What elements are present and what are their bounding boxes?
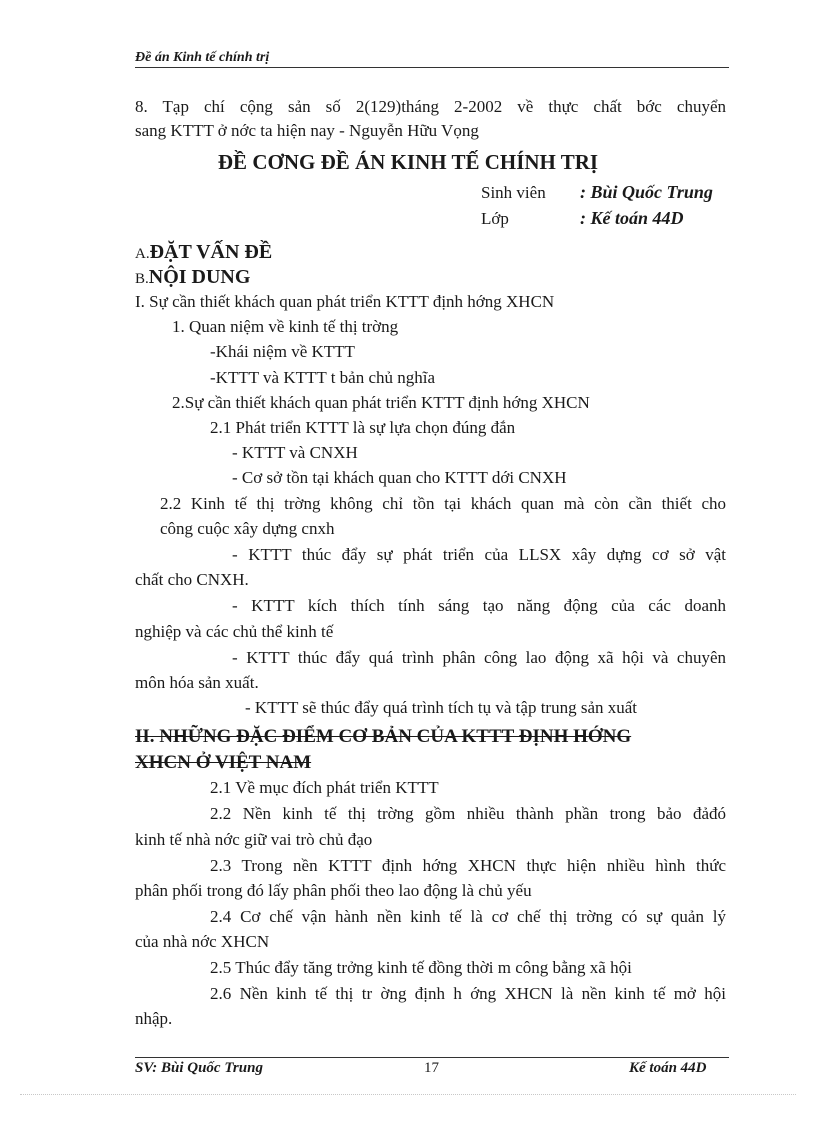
- outline-item: môn hóa sản xuất.: [135, 673, 259, 692]
- student-name-label: Sinh viên: [481, 183, 546, 202]
- section-b-heading: [135, 265, 250, 291]
- outline-item: 2.2 Kinh tế thị trờng không chỉ tồn tại khách quan mà còn cần thiết cho: [160, 494, 726, 513]
- header-title: Đề án Kinh tế chính trị: [135, 50, 270, 65]
- section-2-item: nhập.: [135, 1009, 173, 1028]
- section-2-item: của nhà nớc XHCN: [135, 932, 270, 951]
- outline-item: I. Sự cần thiết khách quan phát triển KTTT định hớng XHCN: [135, 292, 555, 311]
- section-a-marker: A.: [135, 246, 150, 262]
- footer-class: Kế toán 44D: [629, 1060, 707, 1076]
- section-2-item: 2.1 Về mục đích phát triển KTTT: [210, 778, 439, 797]
- page-header: [135, 50, 729, 68]
- outline-item: - KTTT thúc đẩy sự phát triển của LLSX xây dựng cơ sở vật: [232, 545, 726, 564]
- student-class-label: Lớp: [481, 209, 509, 228]
- section-2-item: 2.2 Nền kinh tế thị trờng gồm nhiều thành phần trong bảo đảđó: [210, 804, 726, 823]
- section-2-item: 2.3 Trong nền KTTT định hớng XHCN thực hiện nhiều hình thức: [210, 856, 726, 875]
- outline-item: công cuộc xây dựng cnxh: [160, 519, 335, 538]
- reference-line-1: 8. Tạp chí cộng sản số 2(129)tháng 2-2002 về thực chất bớc chuyển: [135, 97, 726, 116]
- section-2-heading-line-2: XHCN Ở VIỆT NAM: [135, 752, 312, 773]
- reference-line-2: sang KTTT ở nớc ta hiện nay - Nguyễn Hữu Vọng: [135, 121, 479, 140]
- section-2-item: kinh tế nhà nớc giữ vai trò chủ đạo: [135, 830, 373, 849]
- outline-item: -KTTT và KTTT t bản chủ nghĩa: [210, 368, 436, 387]
- outline-item: 1. Quan niệm về kinh tế thị trờng: [172, 317, 399, 336]
- outline-item: chất cho CNXH.: [135, 570, 249, 589]
- outline-item: -Khái niệm về KTTT: [210, 342, 355, 361]
- outline-item: - KTTT và CNXH: [232, 443, 358, 462]
- page-bottom-divider: [20, 1094, 796, 1095]
- student-name-value: : Bùi Quốc Trung: [580, 182, 713, 202]
- page-number: 17: [424, 1060, 439, 1076]
- section-a-title: ĐẶT VẤN ĐỀ: [149, 241, 273, 263]
- outline-item: nghiệp và các chủ thể kinh tế: [135, 622, 334, 641]
- outline-item: - Cơ sở tồn tại khách quan cho KTTT dới CNXH: [232, 468, 567, 487]
- footer-student: SV: Bùi Quốc Trung: [135, 1060, 263, 1076]
- student-class-value: : Kế toán 44D: [580, 208, 684, 228]
- section-2-item: 2.4 Cơ chế vận hành nền kinh tế là cơ chế thị trờng có sự quản lý: [210, 907, 726, 926]
- section-b-marker: B.: [135, 271, 149, 287]
- section-2-item: 2.5 Thúc đẩy tăng trởng kinh tế đồng thời m công bằng xã hội: [210, 958, 632, 977]
- outline-item: 2.1 Phát triển KTTT là sự lựa chọn đúng đắn: [210, 418, 516, 437]
- section-b-title: NỘI DUNG: [148, 266, 251, 288]
- outline-item: - KTTT sẽ thúc đẩy quá trình tích tụ và tập trung sản xuất: [245, 698, 638, 717]
- section-a-heading: [135, 240, 272, 266]
- section-2-item: phân phối trong đó lấy phân phối theo lao động là chủ yếu: [135, 881, 532, 900]
- section-2-item: 2.6 Nền kinh tế thị tr ờng định h ớng XHCN là nền kinh tế mở hội: [210, 984, 726, 1003]
- footer-rule: [135, 1057, 729, 1058]
- outline-item: - KTTT kích thích tính sáng tạo năng động của các doanh: [232, 596, 726, 615]
- outline-item: 2.Sự cần thiết khách quan phát triển KTTT định hớng XHCN: [172, 393, 590, 412]
- section-2-heading-line-1: II. NHỮNG ĐẶC ĐIỂM CƠ BẢN CỦA KTTT ĐỊNH HỚNG: [135, 726, 632, 747]
- document-title: ĐỀ CƠNG ĐỀ ÁN KINH TẾ CHÍNH TRỊ: [217, 150, 599, 174]
- outline-item: - KTTT thúc đẩy quá trình phân công lao động xã hội và chuyên: [232, 648, 726, 667]
